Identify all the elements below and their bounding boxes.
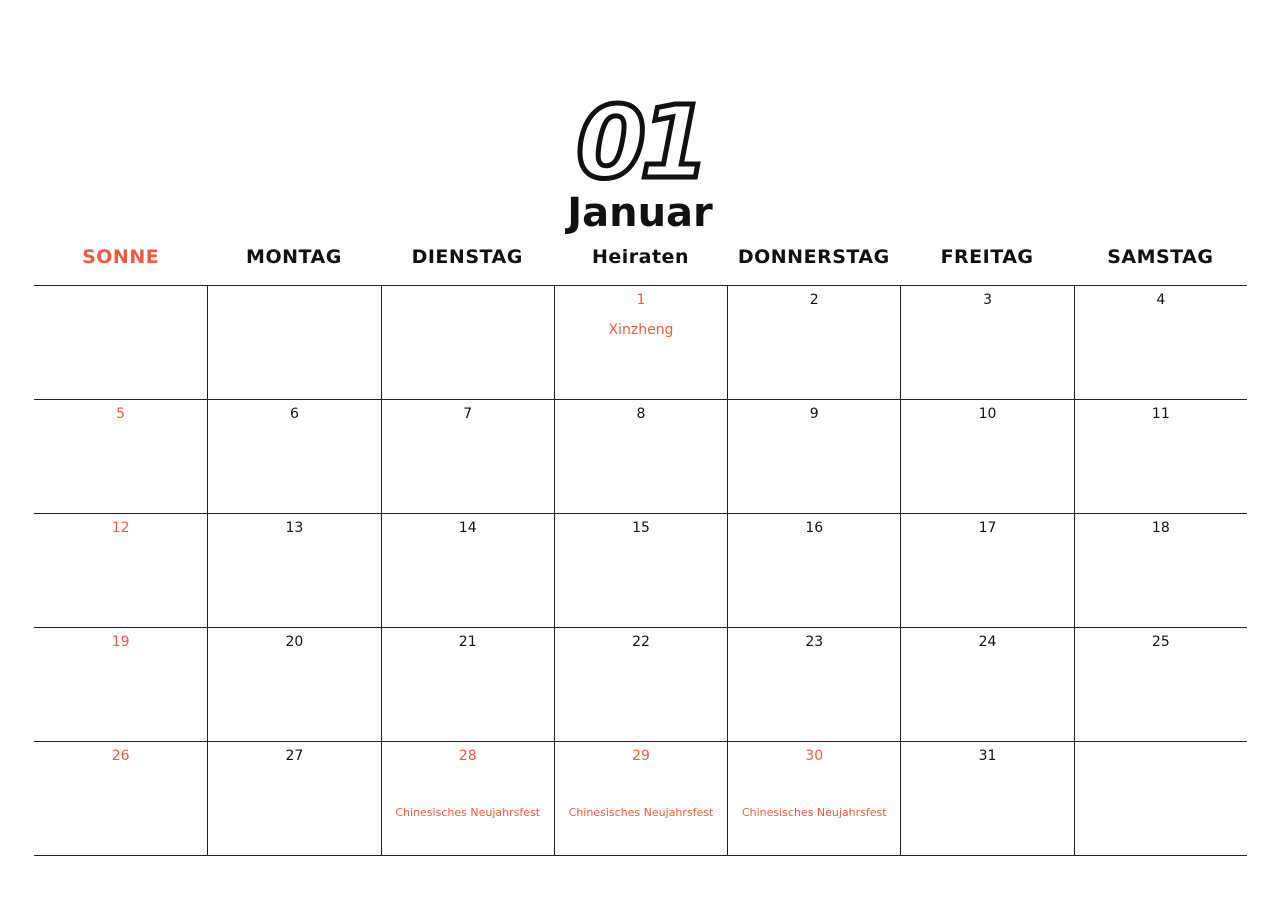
- day-cell[interactable]: [727, 514, 900, 627]
- day-cell[interactable]: [900, 286, 1073, 399]
- day-cell[interactable]: [207, 514, 380, 627]
- day-number: 22: [632, 634, 650, 650]
- event-label: Chinesisches Neujahrsfest: [568, 806, 714, 819]
- day-cell[interactable]: [207, 628, 380, 741]
- day-cell[interactable]: [34, 400, 207, 513]
- day-cell[interactable]: [900, 628, 1073, 741]
- day-cell[interactable]: [1074, 628, 1247, 741]
- weekday-label: SONNE: [82, 246, 160, 268]
- day-number: 12: [111, 520, 130, 536]
- day-number: 23: [805, 634, 824, 650]
- week-row: [34, 286, 1247, 400]
- month-title: Januar: [567, 190, 713, 236]
- weekday-label: Heiraten: [591, 246, 689, 268]
- day-cell[interactable]: [900, 400, 1073, 513]
- weekday-label: SAMSTAG: [1107, 246, 1214, 268]
- day-number: 26: [111, 748, 130, 764]
- day-cell[interactable]: [554, 400, 727, 513]
- event-label: Xinzheng: [608, 322, 674, 338]
- event-label: Chinesisches Neujahrsfest: [741, 806, 887, 819]
- day-cell[interactable]: [1074, 400, 1247, 513]
- day-cell[interactable]: [34, 286, 207, 399]
- day-cell[interactable]: [554, 514, 727, 627]
- day-number: 11: [1151, 406, 1170, 422]
- weekday-header: [34, 246, 1247, 268]
- day-cell[interactable]: [381, 628, 554, 741]
- day-number: 15: [632, 520, 650, 536]
- day-number: 25: [1151, 634, 1170, 650]
- day-cell[interactable]: [727, 286, 900, 399]
- weekday-label: DONNERSTAG: [737, 246, 890, 268]
- day-cell[interactable]: [34, 514, 207, 627]
- day-number: 6: [289, 406, 299, 422]
- day-cell[interactable]: [207, 742, 380, 855]
- day-number: 27: [285, 748, 304, 764]
- day-cell[interactable]: [381, 286, 554, 399]
- day-number: 30: [805, 748, 824, 764]
- day-cell[interactable]: [900, 742, 1073, 855]
- day-cell[interactable]: [554, 286, 727, 399]
- day-cell[interactable]: [207, 286, 380, 399]
- day-number: 3: [983, 292, 992, 308]
- event-label: Chinesisches Neujahrsfest: [395, 806, 541, 819]
- day-cell[interactable]: [381, 742, 554, 855]
- week-row: [34, 742, 1247, 856]
- day-number: 28: [458, 748, 477, 764]
- day-number: 8: [636, 406, 646, 422]
- day-number: 16: [805, 520, 824, 536]
- day-cell[interactable]: [727, 628, 900, 741]
- day-cell[interactable]: [727, 742, 900, 855]
- day-cell[interactable]: [1074, 514, 1247, 627]
- weekday-label: MONTAG: [246, 246, 342, 268]
- day-cell[interactable]: [1074, 742, 1247, 855]
- day-number: 7: [463, 406, 473, 422]
- day-number: 18: [1151, 520, 1170, 536]
- day-number: 24: [978, 634, 997, 650]
- week-row: [34, 400, 1247, 514]
- day-number: 10: [978, 406, 997, 422]
- day-number: 21: [458, 634, 477, 650]
- day-cell[interactable]: [554, 628, 727, 741]
- day-number: 14: [458, 520, 477, 536]
- weekday-label: FREITAG: [940, 246, 1034, 268]
- day-number: 5: [116, 406, 126, 422]
- calendar-grid: [34, 285, 1247, 856]
- day-cell[interactable]: [207, 400, 380, 513]
- day-number: 13: [285, 520, 304, 536]
- day-cell[interactable]: [554, 742, 727, 855]
- day-number: 19: [111, 634, 130, 650]
- month-number: 01: [576, 84, 704, 201]
- week-row: [34, 514, 1247, 628]
- day-cell[interactable]: [381, 400, 554, 513]
- day-cell[interactable]: [381, 514, 554, 627]
- day-number: 1: [636, 292, 646, 308]
- weekday-label: DIENSTAG: [411, 246, 523, 268]
- day-number: 9: [809, 406, 819, 422]
- day-cell[interactable]: [34, 742, 207, 855]
- day-cell[interactable]: [727, 400, 900, 513]
- day-number: 20: [285, 634, 304, 650]
- day-cell[interactable]: [34, 628, 207, 741]
- day-number: 31: [978, 748, 997, 764]
- day-cell[interactable]: [900, 514, 1073, 627]
- day-number: 2: [809, 292, 819, 308]
- week-row: [34, 628, 1247, 742]
- day-number: 29: [632, 748, 650, 764]
- day-number: 17: [978, 520, 997, 536]
- day-number: 4: [1156, 292, 1166, 308]
- day-cell[interactable]: [1074, 286, 1247, 399]
